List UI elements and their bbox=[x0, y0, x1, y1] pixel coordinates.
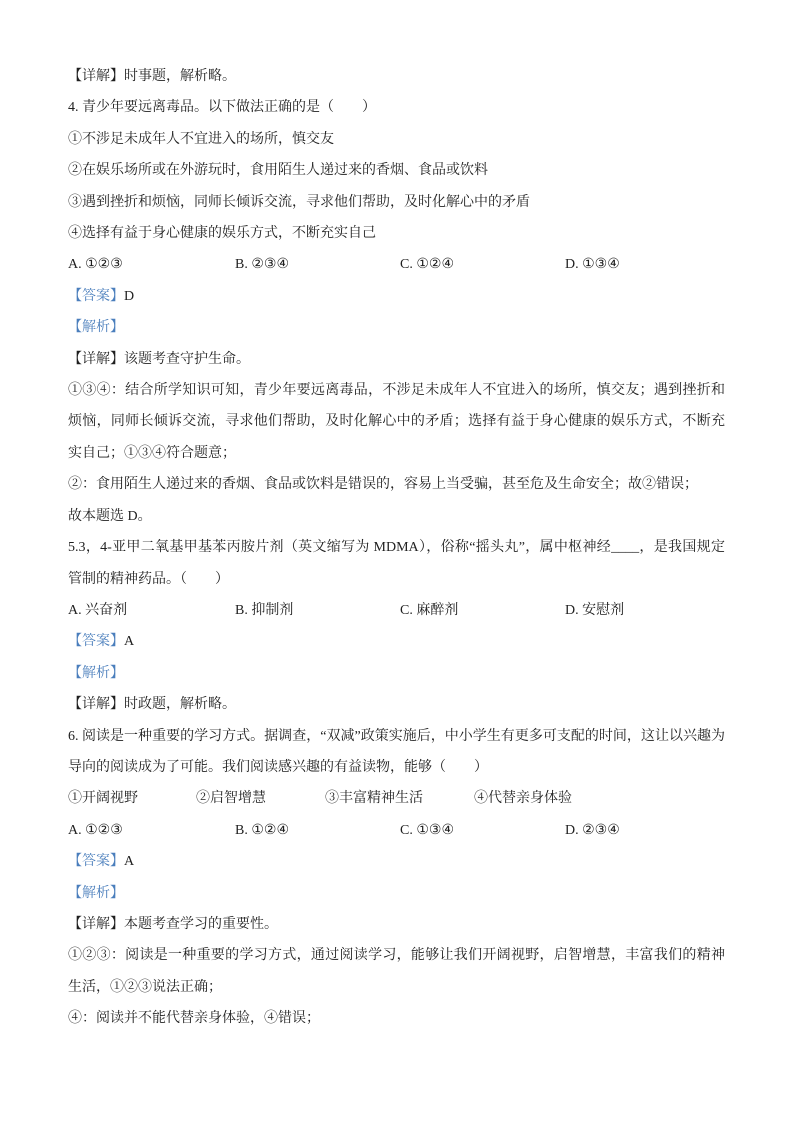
q6-suboption-3: ③丰富精神生活 bbox=[325, 791, 423, 807]
q5-option-d: D. 安慰剂 bbox=[565, 602, 625, 618]
q5-answer-value: A bbox=[124, 634, 135, 650]
q4-option-b: B. ②③④ bbox=[235, 257, 289, 273]
q5-answer-line bbox=[68, 626, 725, 657]
q4-detail: 【详解】该题考查守护生命。 bbox=[68, 351, 250, 367]
q6-suboption-4: ④代替亲身体验 bbox=[474, 791, 572, 807]
q5-option-b: B. 抑制剂 bbox=[235, 602, 294, 618]
q6-option-a: A. ①②③ bbox=[68, 822, 123, 838]
q6-suboption-1: ①开阔视野 bbox=[68, 791, 138, 807]
q4-answer-value: D bbox=[124, 288, 135, 304]
q5-option-c: C. 麻醉剂 bbox=[400, 602, 459, 618]
q6-answer-label: 【答案】 bbox=[68, 854, 124, 870]
q4-option-d: D. ①③④ bbox=[565, 257, 620, 273]
q4-analysis-paragraph-2: ②：食用陌生人递过来的香烟、食品或饮料是错误的，容易上当受骗，甚至危及生命安全；故②错误； bbox=[68, 477, 698, 493]
q5-detail: 【详解】时政题，解析略。 bbox=[68, 697, 236, 713]
q6-suboptions-row bbox=[68, 783, 725, 814]
q4-options-row bbox=[68, 249, 725, 280]
q4-option-a: A. ①②③ bbox=[68, 257, 123, 273]
q4-option-c: C. ①②④ bbox=[400, 257, 454, 273]
q6-analysis-label: 【解析】 bbox=[68, 885, 124, 901]
q5-answer-label: 【答案】 bbox=[68, 634, 124, 650]
q4-conclusion: 故本题选 D。 bbox=[68, 508, 152, 524]
q5-analysis-label: 【解析】 bbox=[68, 665, 124, 681]
q4-statement-3: ③遇到挫折和烦恼，同师长倾诉交流，寻求他们帮助，及时化解心中的矛盾 bbox=[68, 194, 530, 210]
q4-analysis-label: 【解析】 bbox=[68, 320, 124, 336]
q5-option-a: A. 兴奋剂 bbox=[68, 602, 128, 618]
q4-answer-line bbox=[68, 281, 725, 312]
q6-option-c: C. ①③④ bbox=[400, 822, 454, 838]
q4-statement-1: ①不涉足未成年人不宜进入的场所，慎交友 bbox=[68, 131, 334, 147]
q6-suboption-2: ②启智增慧 bbox=[196, 791, 266, 807]
q6-answer-value: A bbox=[124, 854, 135, 870]
q6-option-b: B. ①②④ bbox=[235, 822, 289, 838]
q6-detail: 【详解】本题考查学习的重要性。 bbox=[68, 916, 278, 932]
q4-statement-2: ②在娱乐场所或在外游玩时，食用陌生人递过来的香烟、食品或饮料 bbox=[68, 163, 488, 179]
q6-answer-line bbox=[68, 846, 725, 877]
q5-options-row bbox=[68, 595, 725, 626]
q5-stem: 5.3，4-亚甲二氧基甲基苯丙胺片剂（英文缩写为 MDMA），俗称“摇头丸”，属中枢神经____，是我国规定管制的精神药品。（ ） bbox=[68, 540, 725, 587]
q4-answer-label: 【答案】 bbox=[68, 288, 124, 304]
q4-statement-4: ④选择有益于身心健康的娱乐方式，不断充实自己 bbox=[68, 226, 376, 242]
q6-options-row bbox=[68, 815, 725, 846]
q6-analysis-paragraph-1: ①②③：阅读是一种重要的学习方式，通过阅读学习，能够让我们开阔视野，启智增慧，丰富我们的精神生活，①②③说法正确； bbox=[68, 948, 725, 995]
q4-analysis-paragraph-1: ①③④：结合所学知识可知，青少年要远离毒品，不涉足未成年人不宜进入的场所，慎交友；遇到挫折和烦恼，同师长倾诉交流，寻求他们帮助，及时化解心中的矛盾；选择有益于身心健康的娱乐方式，不断充实自己；①③④符合题意； bbox=[68, 383, 725, 461]
q6-option-d: D. ②③④ bbox=[565, 822, 620, 838]
q4-stem: 4. 青少年要远离毒品。以下做法正确的是（ ） bbox=[68, 100, 376, 116]
q6-analysis-paragraph-2: ④：阅读并不能代替亲身体验，④错误； bbox=[68, 1011, 320, 1027]
q6-stem: 6. 阅读是一种重要的学习方式。据调查，“双减”政策实施后，中小学生有更多可支配的时间，这让以兴趣为导向的阅读成为了可能。我们阅读感兴趣的有益读物，能够（ ） bbox=[68, 728, 725, 775]
prev-question-detail: 【详解】时事题，解析略。 bbox=[68, 69, 236, 84]
